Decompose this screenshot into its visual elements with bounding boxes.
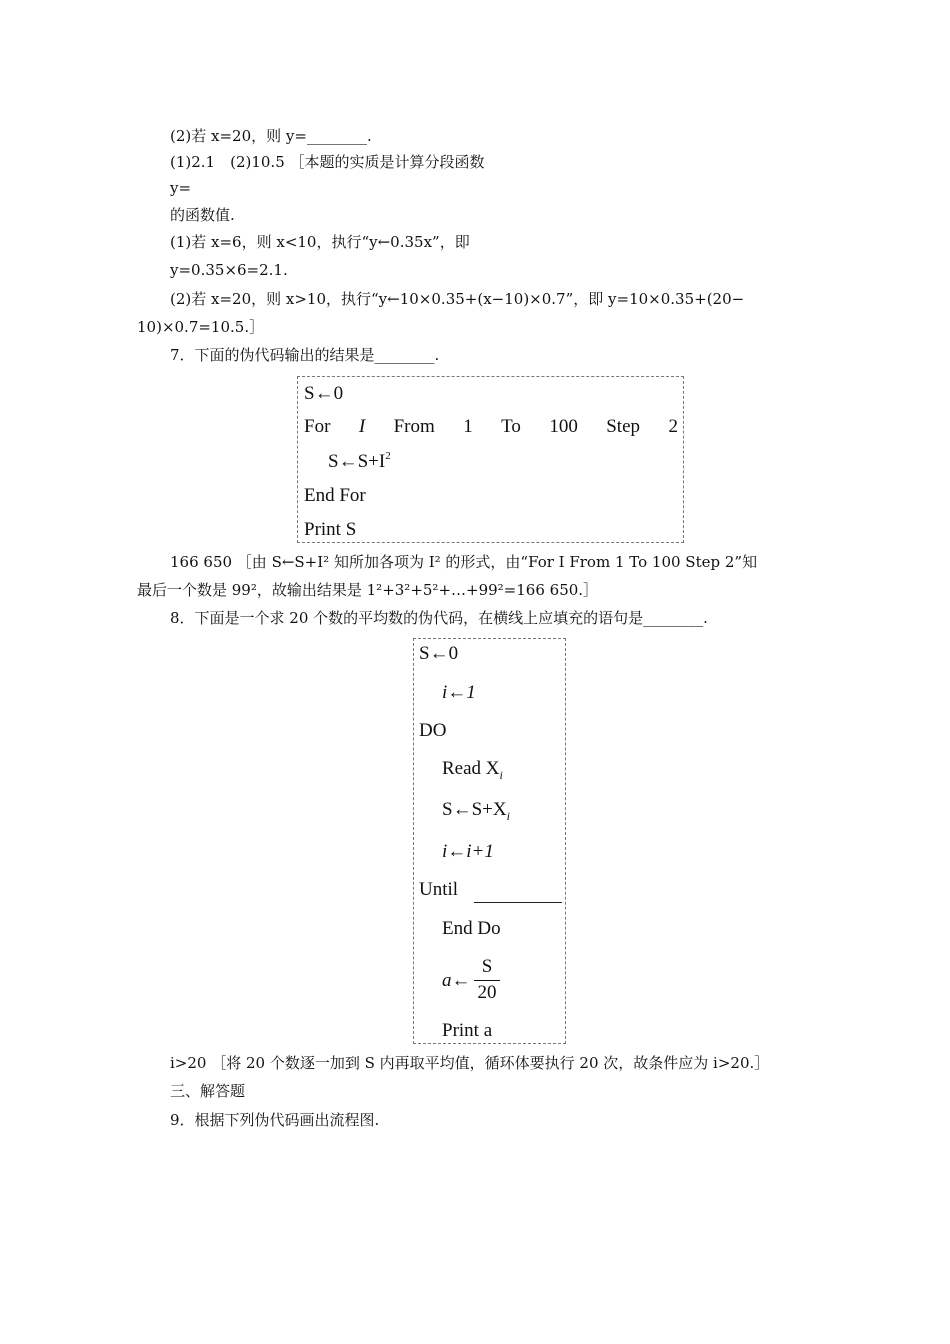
q8-answer: i>20 ［将 20 个数逐一加到 S 内再取平均值，循环体要执行 20 次，故条件应为 i>20.］: [170, 1054, 770, 1072]
q8-code-line: $S\leftarrow S+X_i$: [442, 799, 510, 823]
question-8: 8．下面是一个求 20 个数的平均数的伪代码，在横线上应填充的语句是________.: [170, 609, 708, 627]
fraction: [474, 956, 500, 1006]
q8-code-line: Until: [419, 879, 459, 900]
q8-code-line: Read $X_i$: [442, 758, 503, 782]
fraction-bar: [474, 980, 500, 981]
q7-answer: 166 650 ［由 S←S+I² 知所加各项为 I² 的形式，由“For I From 1 To 100 Step 2”知: [170, 553, 758, 571]
text-line: 的函数值.: [170, 206, 235, 224]
section-heading: 三、解答题: [170, 1082, 246, 1100]
text-line: 10)×0.7=10.5.］: [137, 318, 265, 336]
text-line: (2)若 x=20，则 x>10，执行“y←10×0.35+(x−10)×0.7”，即 y=10×0.35+(20−: [170, 290, 745, 308]
fraction-denominator: 20: [477, 982, 497, 1003]
q8-code-line: End Do: [442, 918, 501, 939]
fill-in-blank: [474, 902, 562, 903]
q7-code-line: Print S: [304, 519, 357, 540]
text-line: y=: [170, 179, 192, 197]
q8-code-line: i←1: [442, 682, 476, 703]
text-line: y=0.35×6=2.1.: [170, 261, 288, 279]
q8-code-line: i←i+1: [442, 841, 494, 862]
q7-answer: 最后一个数是 99²，故输出结果是 1²+3²+5²+…+99²=166 650.］: [137, 581, 599, 599]
text-line: (2)若 x=20，则 y=________.: [170, 127, 372, 145]
q7-for-line: For I From 1 To 100 Step 2: [304, 416, 678, 437]
q8-code-box: [413, 638, 566, 1044]
q7-code-line: End For: [304, 485, 366, 506]
q7-code-box: [297, 376, 684, 543]
text-line: (1)若 x=6，则 x<10，执行“y←0.35x”，即: [170, 233, 470, 251]
text-line: (1)2.1 (2)10.5 ［本题的实质是计算分段函数: [170, 153, 485, 171]
q8-code-line: Print a: [442, 1020, 493, 1041]
question-9: 9．根据下列伪代码画出流程图.: [170, 1111, 380, 1129]
question-7: 7．下面的伪代码输出的结果是________.: [170, 346, 440, 364]
q8-code-line: DO: [419, 720, 447, 741]
q8-code-line: a←: [442, 970, 471, 991]
q7-code-line: $S\leftarrow S+I^2$: [328, 450, 391, 472]
q8-code-line: S←0: [419, 643, 459, 664]
q7-code-line: S←0: [304, 383, 344, 404]
fraction-numerator: S: [481, 956, 493, 977]
